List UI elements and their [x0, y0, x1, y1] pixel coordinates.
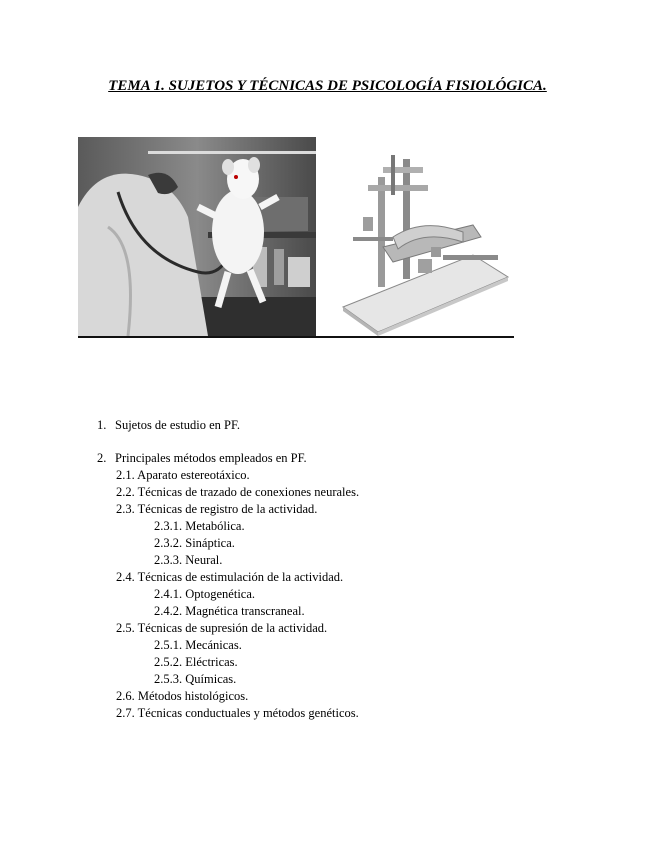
toc-item-2-2: 2.2. Técnicas de trazado de conexiones neurales. [116, 485, 360, 499]
toc-item-2-3-2: 2.3.2. Sináptica. [154, 536, 235, 550]
toc-item-2-1: 2.1. Aparato estereotáxico. [116, 468, 250, 482]
toc-item-2-3-1: 2.3.1. Metabólica. [154, 519, 245, 533]
toc-item-2-3-3: 2.3.3. Neural. [154, 553, 223, 567]
toc-item-2: 2. Principales métodos empleados en PF. [97, 451, 307, 465]
page-title: TEMA 1. SUJETOS Y TÉCNICAS DE PSICOLOGÍA FISIOLÓGICA. [108, 78, 547, 94]
toc-item-2-7: 2.7. Técnicas conductuales y métodos genéticos. [116, 706, 359, 720]
rat-lab-photo [78, 137, 316, 336]
header-figure [78, 137, 514, 340]
toc-item-2-5-3: 2.5.3. Químicas. [154, 672, 237, 686]
toc-item-2-4-2: 2.4.2. Magnética transcraneal. [154, 604, 305, 618]
toc-item-2-4: 2.4. Técnicas de estimulación de la actividad. [116, 570, 344, 584]
toc-item-2-4-1: 2.4.1. Optogenética. [154, 587, 256, 601]
stereotaxic-apparatus-photo [323, 137, 514, 336]
toc-item-2-5: 2.5. Técnicas de supresión de la actividad. [116, 621, 328, 635]
toc-item-2-5-2: 2.5.2. Eléctricas. [154, 655, 238, 669]
toc-item-1: 1. Sujetos de estudio en PF. [97, 418, 241, 432]
figure-underline [78, 336, 514, 338]
toc-item-2-6: 2.6. Métodos histológicos. [116, 689, 249, 703]
toc-item-2-3: 2.3. Técnicas de registro de la actividad. [116, 502, 318, 516]
toc-item-2-5-1: 2.5.1. Mecánicas. [154, 638, 242, 652]
